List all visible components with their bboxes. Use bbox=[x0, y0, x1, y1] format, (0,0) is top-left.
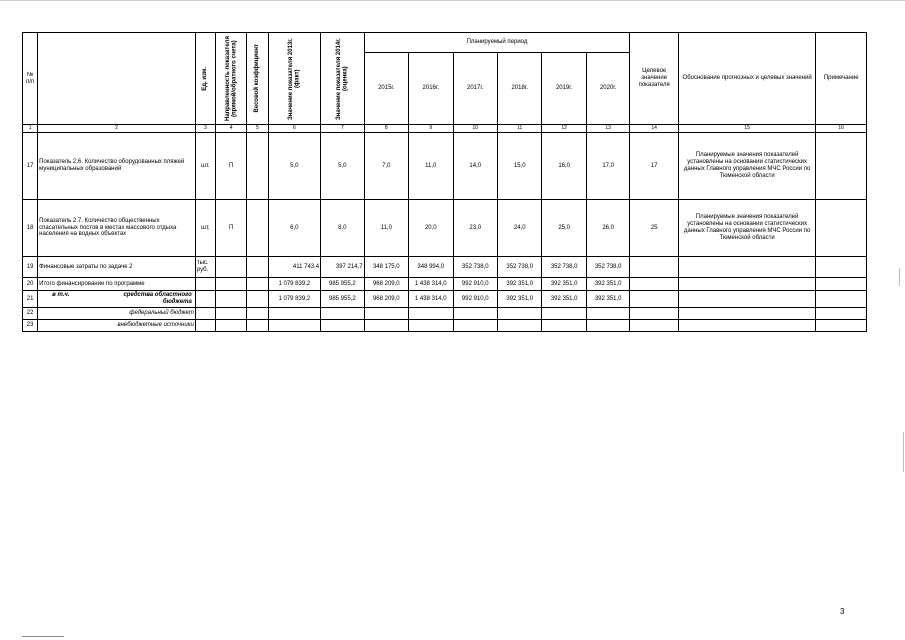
col-number: 8 bbox=[364, 125, 408, 133]
column-number-row bbox=[23, 125, 867, 133]
year-value-cell: 352 738,0 bbox=[586, 257, 630, 278]
year-value-cell: 968 209,0 bbox=[364, 278, 408, 291]
page-number: 3 bbox=[840, 607, 845, 616]
value-2014-cell: 985 955,2 bbox=[321, 278, 364, 291]
empty-cell bbox=[247, 291, 268, 308]
col-header-weight: Весовой коэффициент bbox=[247, 33, 268, 125]
empty-cell bbox=[630, 308, 679, 320]
empty-cell bbox=[247, 278, 268, 291]
year-value-cell: 11,0 bbox=[364, 200, 408, 257]
col-number: 16 bbox=[816, 125, 867, 133]
empty-cell bbox=[630, 291, 679, 308]
unit-cell: шт. bbox=[195, 133, 215, 200]
row-number: 17 bbox=[23, 133, 38, 200]
year-value-cell: 20,0 bbox=[409, 200, 453, 257]
empty-cell bbox=[268, 308, 321, 320]
direction-cell: П bbox=[216, 200, 247, 257]
year-value-cell: 15,0 bbox=[497, 133, 541, 200]
year-value-cell: 24,0 bbox=[497, 200, 541, 257]
year-value-cell: 11,0 bbox=[409, 133, 453, 200]
value-2014-cell: 5,0 bbox=[321, 133, 364, 200]
empty-cell bbox=[321, 308, 364, 320]
row-number: 19 bbox=[23, 257, 38, 278]
empty-cell bbox=[321, 320, 364, 332]
col-number: 9 bbox=[409, 125, 453, 133]
target-cell: 25 bbox=[630, 200, 679, 257]
col-header-planned-period: Планируемый период bbox=[364, 33, 630, 53]
empty-cell bbox=[678, 278, 815, 291]
row-number: 20 bbox=[23, 278, 38, 291]
year-value-cell: 7,0 bbox=[364, 133, 408, 200]
empty-cell bbox=[586, 320, 630, 332]
table-row-total bbox=[23, 278, 867, 291]
col-header-num: № п/п bbox=[23, 33, 38, 125]
rationale-cell bbox=[678, 257, 815, 278]
row-number: 22 bbox=[23, 308, 38, 320]
empty-cell bbox=[816, 320, 867, 332]
empty-cell bbox=[409, 308, 453, 320]
value-2013-cell: 1 079 839,2 bbox=[268, 291, 321, 308]
year-value-cell: 1 438 314,0 bbox=[409, 278, 453, 291]
year-value-cell: 392 351,0 bbox=[586, 291, 630, 308]
col-number: 10 bbox=[453, 125, 497, 133]
year-value-cell: 16,0 bbox=[542, 133, 586, 200]
empty-cell bbox=[195, 320, 215, 332]
empty-cell bbox=[816, 278, 867, 291]
weight-cell bbox=[247, 200, 268, 257]
indicator-name: Финансовые затраты по задаче 2 bbox=[38, 257, 196, 278]
indicator-name: Показатель 2.7. Количество общественных спасательных постов в местах массового отдыха населения на водных объектах bbox=[38, 200, 196, 257]
year-value-cell: 392 351,0 bbox=[586, 278, 630, 291]
note-cell bbox=[816, 200, 867, 257]
year-value-cell: 26,0 bbox=[586, 200, 630, 257]
value-2013-cell: 5,0 bbox=[268, 133, 321, 200]
col-number: 6 bbox=[268, 125, 321, 133]
year-value-cell: 23,0 bbox=[453, 200, 497, 257]
empty-cell bbox=[268, 320, 321, 332]
year-value-cell: 968 209,0 bbox=[364, 291, 408, 308]
year-value-cell: 348 994,0 bbox=[409, 257, 453, 278]
empty-cell bbox=[453, 320, 497, 332]
budget-source-label: федеральный бюджет bbox=[38, 308, 196, 320]
empty-cell bbox=[542, 308, 586, 320]
total-label: Итого финансирование по программе bbox=[38, 278, 196, 291]
empty-cell bbox=[216, 320, 247, 332]
note-cell bbox=[816, 257, 867, 278]
col-header-unit: Ед. изм. bbox=[195, 33, 215, 125]
col-header-name bbox=[38, 33, 196, 125]
empty-cell bbox=[542, 320, 586, 332]
row-number: 21 bbox=[23, 291, 38, 308]
col-number: 5 bbox=[247, 125, 268, 133]
empty-cell bbox=[497, 308, 541, 320]
value-2014-cell: 985 955,2 bbox=[321, 291, 364, 308]
empty-cell bbox=[216, 291, 247, 308]
year-value-cell: 352 738,0 bbox=[453, 257, 497, 278]
empty-cell bbox=[678, 291, 815, 308]
col-header-year: 2016г. bbox=[409, 53, 453, 125]
incl-prefix: в т.ч. bbox=[52, 292, 70, 298]
empty-cell bbox=[630, 278, 679, 291]
value-2013-cell: 6,0 bbox=[268, 200, 321, 257]
year-value-cell: 392 351,0 bbox=[497, 291, 541, 308]
col-header-est-2014: Значение показателя 2014г. (оценка) bbox=[321, 33, 364, 125]
target-cell bbox=[630, 257, 679, 278]
empty-cell bbox=[453, 308, 497, 320]
rationale-cell: Планируемые значения показателей установлены на основании статистических данных Главного управления МЧС России по Тюменской области bbox=[678, 200, 815, 257]
col-header-year: 2015г. bbox=[364, 53, 408, 125]
col-header-direction: Направленность показателя (прямой/обратного счета) bbox=[216, 33, 247, 125]
empty-cell bbox=[409, 320, 453, 332]
year-value-cell: 992 910,0 bbox=[453, 278, 497, 291]
table-row bbox=[23, 308, 867, 320]
empty-cell bbox=[678, 320, 815, 332]
col-number: 15 bbox=[678, 125, 815, 133]
table-row bbox=[23, 291, 867, 308]
value-2014-cell: 8,0 bbox=[321, 200, 364, 257]
empty-cell bbox=[364, 320, 408, 332]
col-header-year: 2017г. bbox=[453, 53, 497, 125]
empty-cell bbox=[247, 320, 268, 332]
value-2014-cell: 397 214,7 bbox=[321, 257, 364, 278]
col-header-note: Примечание bbox=[816, 33, 867, 125]
year-value-cell: 17,0 bbox=[586, 133, 630, 200]
empty-cell bbox=[816, 308, 867, 320]
col-header-year: 2020г. bbox=[586, 53, 630, 125]
empty-cell bbox=[247, 308, 268, 320]
regional-budget-label bbox=[38, 291, 196, 308]
col-header-year: 2018г. bbox=[497, 53, 541, 125]
unit-cell: тыс. руб. bbox=[195, 257, 215, 278]
year-value-cell: 352 738,0 bbox=[542, 257, 586, 278]
row-number: 23 bbox=[23, 320, 38, 332]
col-number: 13 bbox=[586, 125, 630, 133]
empty-cell bbox=[630, 320, 679, 332]
col-number: 4 bbox=[216, 125, 247, 133]
budget-source-label: внебюджетные источники bbox=[38, 320, 196, 332]
col-number: 2 bbox=[38, 125, 196, 133]
note-cell bbox=[816, 133, 867, 200]
table-row bbox=[23, 257, 867, 278]
year-value-cell: 992 910,0 bbox=[453, 291, 497, 308]
table-row bbox=[23, 200, 867, 257]
value-2013-cell: 411 743,4 bbox=[268, 257, 321, 278]
budget-source-label: средства областного бюджета bbox=[123, 292, 192, 305]
empty-cell bbox=[195, 278, 215, 291]
empty-cell bbox=[216, 278, 247, 291]
table-row bbox=[23, 320, 867, 332]
empty-cell bbox=[678, 308, 815, 320]
target-cell: 17 bbox=[630, 133, 679, 200]
indicators-table bbox=[22, 32, 867, 332]
empty-cell bbox=[816, 291, 867, 308]
col-number: 7 bbox=[321, 125, 364, 133]
scan-mark bbox=[22, 636, 64, 637]
direction-cell: П bbox=[216, 133, 247, 200]
year-value-cell: 392 351,0 bbox=[542, 278, 586, 291]
year-value-cell: 25,0 bbox=[542, 200, 586, 257]
empty-cell bbox=[216, 308, 247, 320]
table-row bbox=[23, 133, 867, 200]
rationale-cell: Планируемые значения показателей установлены на основании статистических данных Главного управления МЧС России по Тюменской области bbox=[678, 133, 815, 200]
scan-mark bbox=[899, 268, 900, 286]
indicator-name: Показатель 2.6. Количество оборудованных пляжей муниципальных образований bbox=[38, 133, 196, 200]
col-header-rationale: Обоснование прогнозных и целевых значений bbox=[678, 33, 815, 125]
col-header-fact-2013: Значение показателя 2013г. (факт) bbox=[268, 33, 321, 125]
empty-cell bbox=[497, 320, 541, 332]
year-value-cell: 392 351,0 bbox=[542, 291, 586, 308]
year-value-cell: 348 175,0 bbox=[364, 257, 408, 278]
empty-cell bbox=[195, 308, 215, 320]
col-header-target: Целевое значение показателя bbox=[630, 33, 679, 125]
unit-cell: шт. bbox=[195, 200, 215, 257]
col-number: 1 bbox=[23, 125, 38, 133]
year-value-cell: 392 351,0 bbox=[497, 278, 541, 291]
empty-cell bbox=[586, 308, 630, 320]
empty-cell bbox=[195, 291, 215, 308]
year-value-cell: 14,0 bbox=[453, 133, 497, 200]
col-number: 3 bbox=[195, 125, 215, 133]
empty-cell bbox=[364, 308, 408, 320]
top-scan-rule bbox=[0, 0, 905, 1]
value-2013-cell: 1 079 839,2 bbox=[268, 278, 321, 291]
col-number: 14 bbox=[630, 125, 679, 133]
row-number: 18 bbox=[23, 200, 38, 257]
col-number: 11 bbox=[497, 125, 541, 133]
year-value-cell: 1 438 314,0 bbox=[409, 291, 453, 308]
year-value-cell: 352 738,0 bbox=[497, 257, 541, 278]
direction-cell bbox=[216, 257, 247, 278]
weight-cell bbox=[247, 133, 268, 200]
col-header-year: 2019г. bbox=[542, 53, 586, 125]
col-number: 12 bbox=[542, 125, 586, 133]
scan-mark bbox=[903, 432, 904, 472]
weight-cell bbox=[247, 257, 268, 278]
